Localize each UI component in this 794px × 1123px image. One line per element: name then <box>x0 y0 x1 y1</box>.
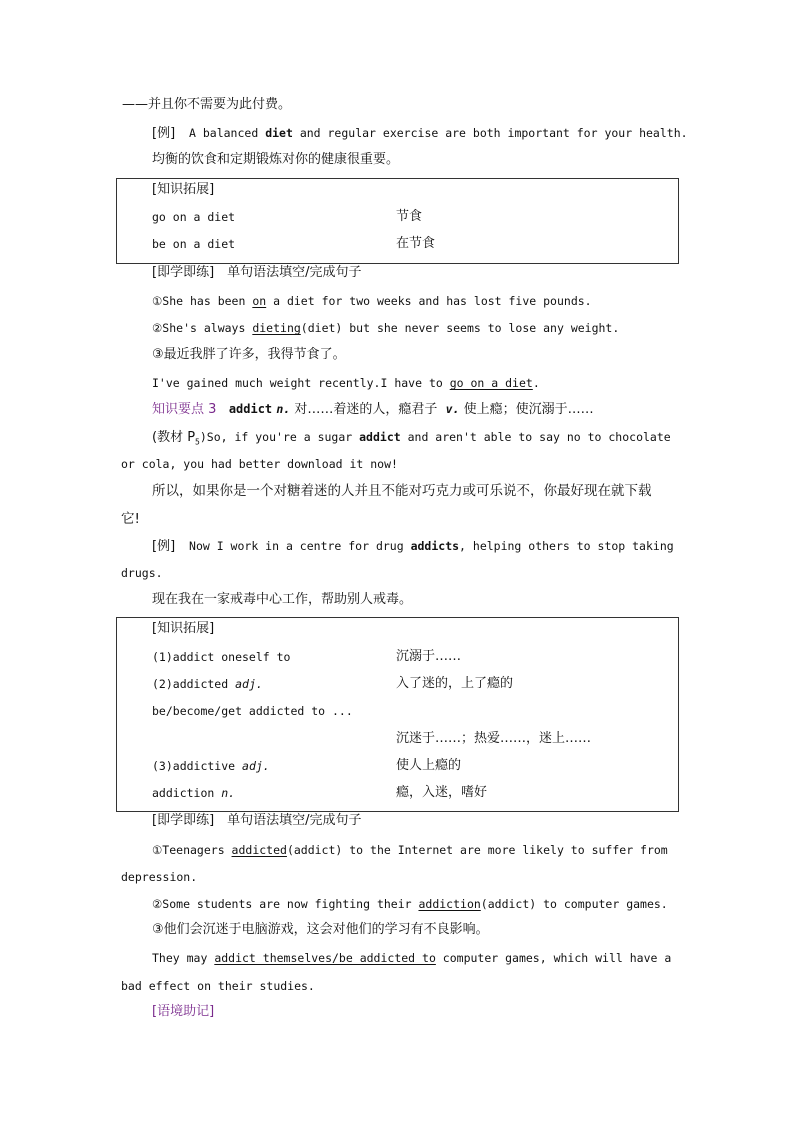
textbook-quote: (教材 $P_5)So$, if you're a sugar addict and aren't able to say no to chocolate <box>152 430 671 447</box>
exercise-item-cn: ③最近我胖了许多，我得节食了。 <box>152 347 346 362</box>
phrase-cn: 在节食 <box>396 236 436 251</box>
answer: addiction <box>418 897 481 911</box>
answer: on <box>252 294 267 308</box>
answer: addicted <box>231 843 287 857</box>
textbook-quote-cont: or cola, you had better download it now! <box>121 457 398 471</box>
exercise-item: ②Some students are now fighting their addiction(addict) to computer games. <box>152 897 668 911</box>
knowledge-box-title: [知识拓展] <box>152 621 215 636</box>
quote-translation-cont: 它! <box>121 511 140 527</box>
exercise-answer-line: They may addict themselves/be addicted to computer games, which will have a <box>152 951 672 965</box>
example-translation: 现在我在一家戒毒中心工作，帮助别人戒毒。 <box>152 592 413 607</box>
answer: go on a diet <box>449 376 533 390</box>
intro-line: ——并且你不需要为此付费。 <box>122 97 292 112</box>
exercise-item: ①She has been on a diet for two weeks and has lost five pounds. <box>152 294 592 308</box>
exercise-answer-cont: bad effect on their studies. <box>121 979 315 993</box>
knowledge-box-title: [知识拓展] <box>152 182 215 197</box>
phrase-cn: 入了迷的，上了瘾的 <box>396 676 514 691</box>
keyword: addicts <box>410 539 460 553</box>
keyword: addict <box>359 430 401 444</box>
phrase-cn: 使人上瘾的 <box>396 758 462 773</box>
phrase-en: (1)addict oneself to <box>152 650 291 664</box>
phrase-cn: 瘾，入迷，嗜好 <box>396 785 488 800</box>
answer: addict themselves/be addicted to <box>214 951 436 965</box>
phrase-cn: 节食 <box>396 209 423 224</box>
example-label: [例] <box>152 126 176 141</box>
exercise-item-cn: ③他们会沉迷于电脑游戏，这会对他们的学习有不良影响。 <box>152 922 489 937</box>
phrase-en: be on a diet <box>152 237 236 251</box>
exercise-item: ①Teenagers addicted(addict) to the Internet are more likely to suffer from <box>152 843 668 857</box>
example-sentence-cont: drugs. <box>121 566 163 580</box>
phrase-en: (3)addictive adj. <box>152 759 270 773</box>
example-sentence: [例] Now I work in a centre for drug addicts, helping others to stop taking <box>152 539 674 554</box>
phrase-en: (2)addicted adj. <box>152 677 263 691</box>
phrase-en: be/become/get addicted to ... <box>152 704 353 718</box>
practice-title: [即学即练] 单句语法填空/完成句子 <box>152 265 362 280</box>
headword: addict <box>228 402 273 416</box>
keyword: diet <box>265 126 293 140</box>
phrase-cn: 沉溺于…… <box>396 649 462 664</box>
answer: dieting <box>252 321 301 335</box>
example-sentence: [例] A balanced diet and regular exercise are both important for your health. <box>152 126 688 141</box>
context-memory-label: [语境助记] <box>152 1004 215 1019</box>
phrase-cn: 沉迷于……；热爱……，迷上…… <box>396 731 592 746</box>
knowledge-point-label: 知识要点 3 <box>152 402 217 417</box>
exercise-item: ②She's always dieting(diet) but she never seems to lose any weight. <box>152 321 620 335</box>
exercise-item-cont: depression. <box>121 870 198 884</box>
example-translation: 均衡的饮食和定期锻炼对你的健康很重要。 <box>152 152 400 167</box>
example-label: [例] <box>152 539 176 554</box>
quote-translation: 所以，如果你是一个对糖着迷的人并且不能对巧克力或可乐说不，你最好现在就下载 <box>152 483 652 499</box>
practice-title: [即学即练] 单句语法填空/完成句子 <box>152 813 362 828</box>
knowledge-point-heading: 知识要点 3 addict n. 对……着迷的人，瘾君子 v. 使上瘾；使沉溺于…… <box>152 402 594 417</box>
phrase-en: addiction n. <box>152 786 236 800</box>
phrase-en: go on a diet <box>152 210 236 224</box>
exercise-answer-line: I've gained much weight recently.I have to go on a diet. <box>152 376 540 390</box>
